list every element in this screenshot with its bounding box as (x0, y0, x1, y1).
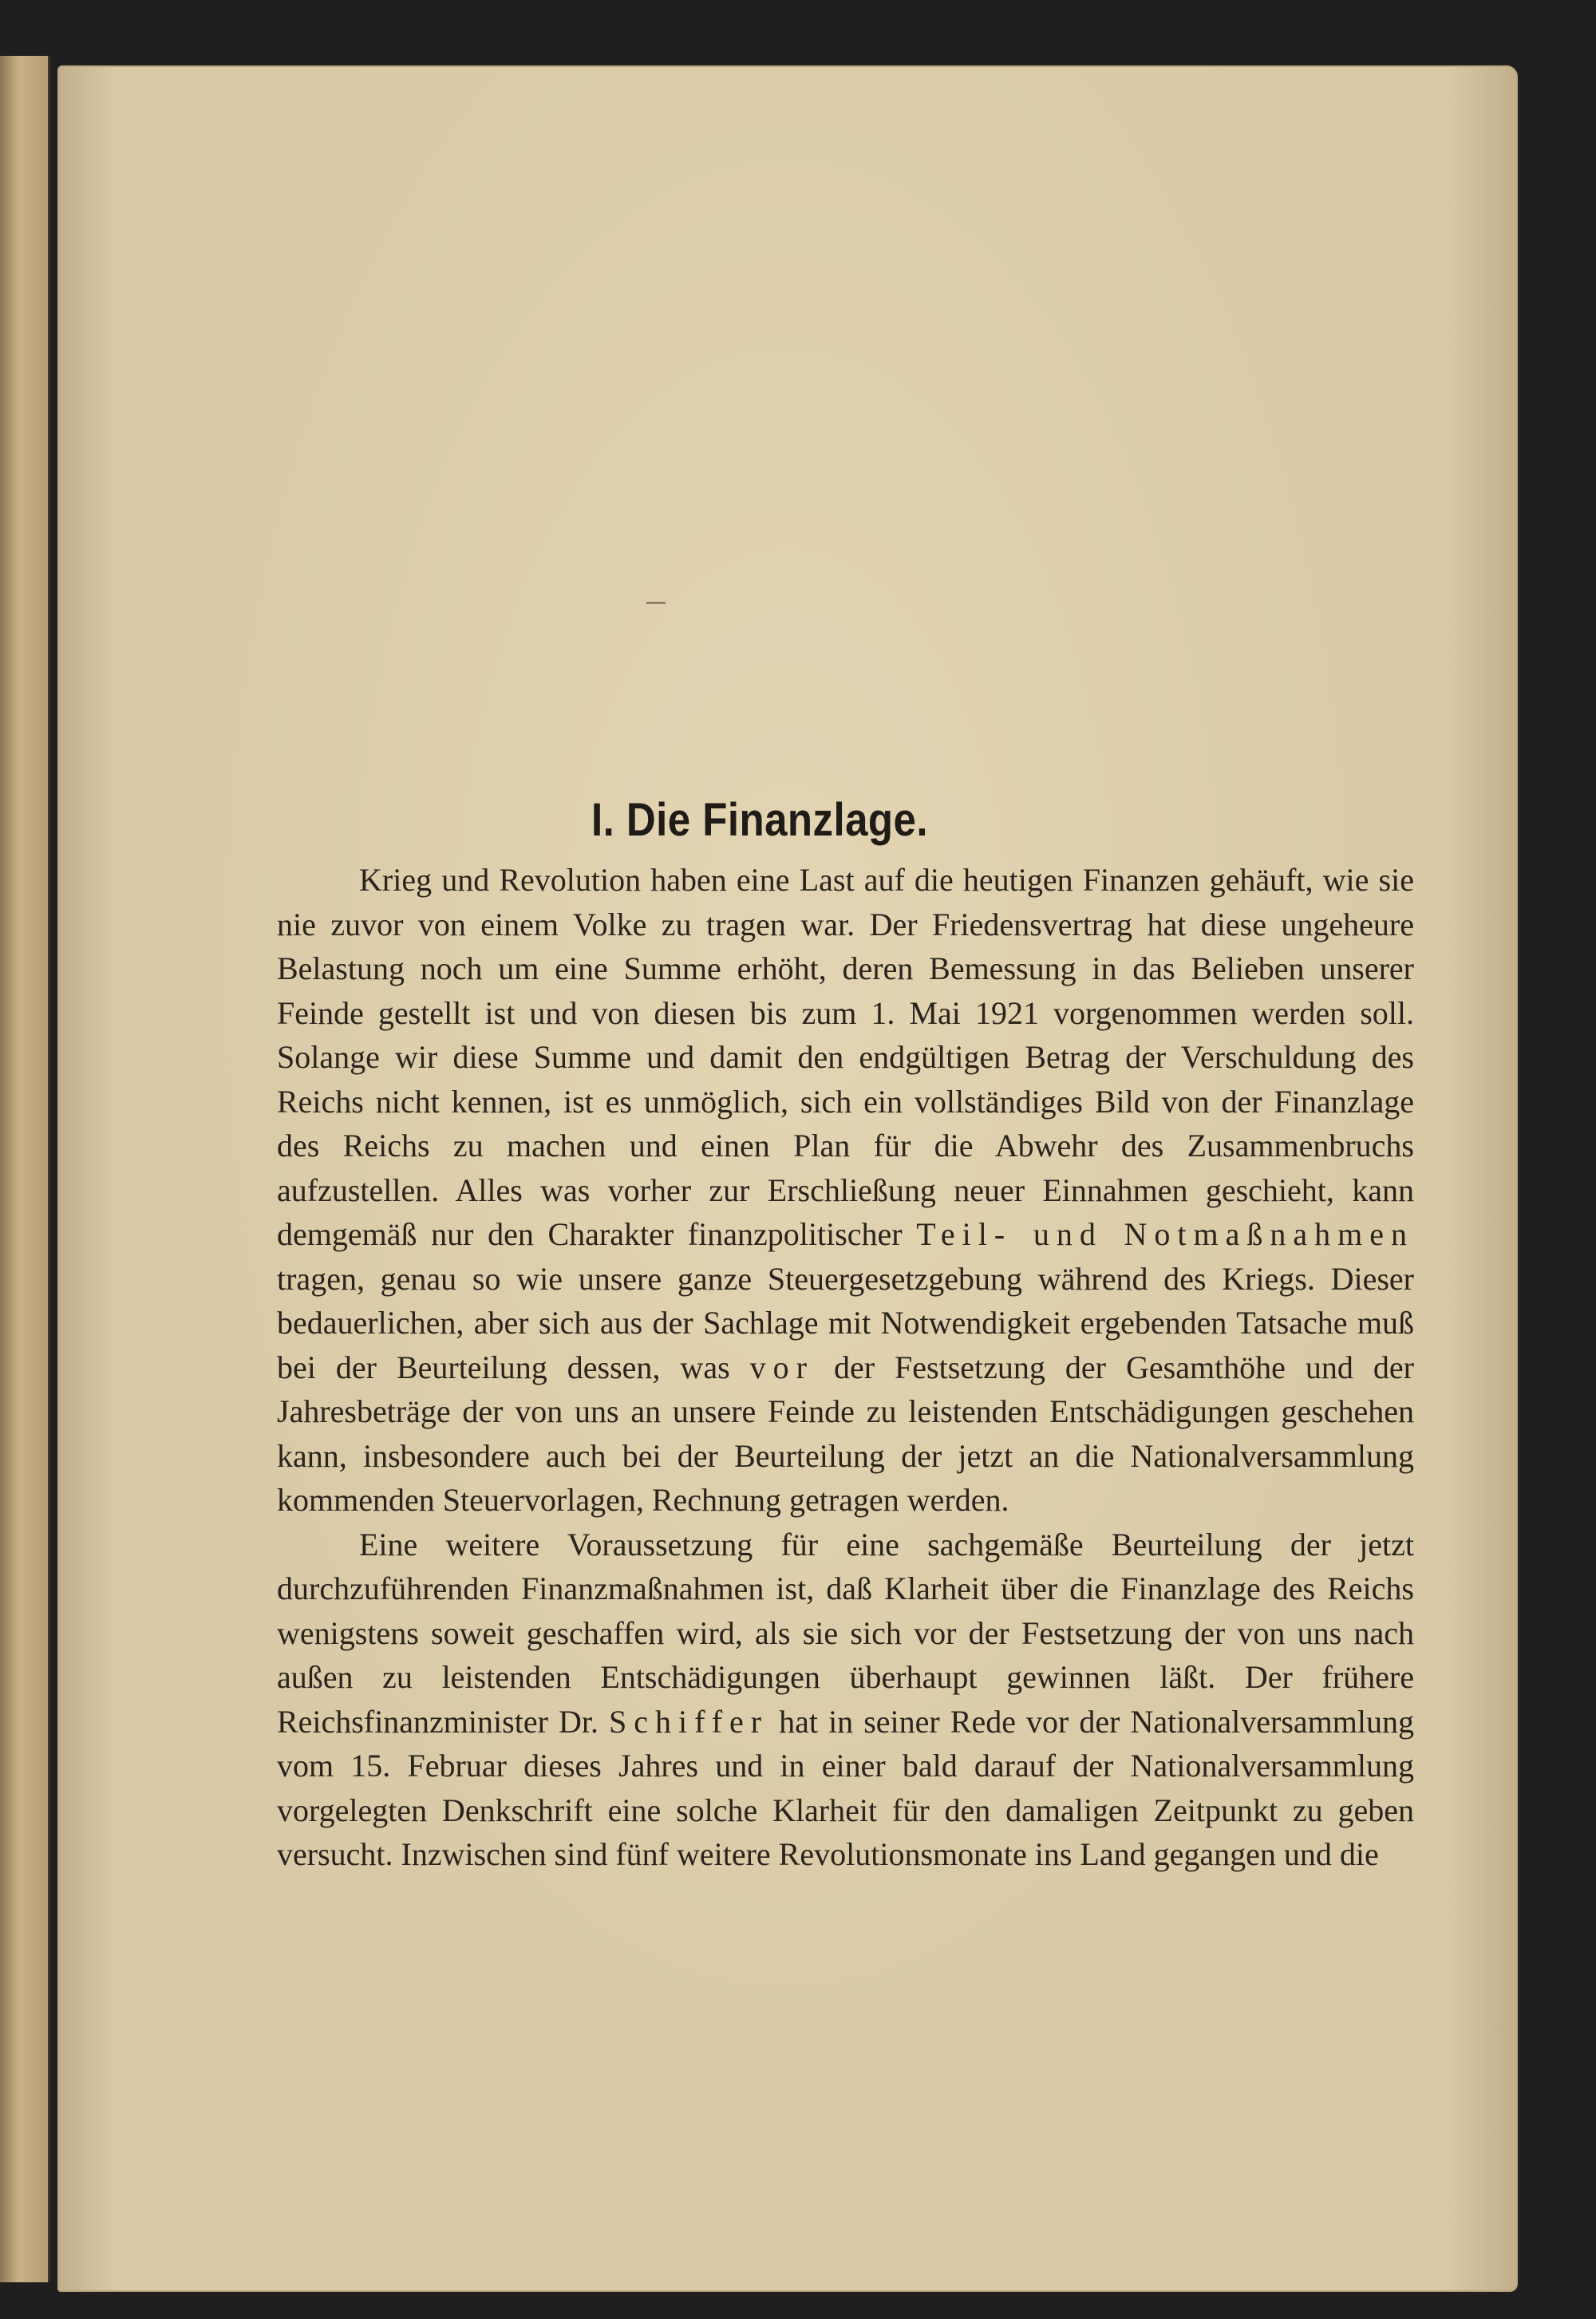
print-mark (646, 602, 666, 604)
paragraph-2 (277, 1523, 1414, 1877)
emphasis-vor: vor (749, 1349, 814, 1385)
paragraph-1-text-a: Krieg und Revolution haben eine Last auf die heutigen Finanzen gehäuft, wie sie nie zuvor von einem Volke zu tragen war. Der Friedensvertrag hat diese ungeheure Belastung noch um eine Summe erhöht, deren Bemessung in das Belieben unserer Feinde gestellt ist und von diesen bis zum 1. Mai 1921 vorgenommen werden soll. Solange wir diese Summe und damit den endgültigen Betrag der Verschuldung des Reichs nicht kennen, ist es unmöglich, sich ein vollständiges Bild von der Finanzlage des Reichs zu machen und einen Plan für die Abwehr des Zusammenbruchs aufzustellen. Alles was vorher zur Erschließung neuer Einnahmen geschieht, kann demgemäß nur den Charakter finanzpolitischer (277, 862, 1414, 1252)
paragraph-1-text-c: der Festsetzung der Gesamthöhe und der Jahresbeträge der von uns an unsere Feinde zu leistenden Entschädigungen geschehen kann, insbesondere auch bei der Beurteilung der jetzt an die Nationalversammlung kommenden Steuervorlagen, Rechnung getragen werden. (277, 1349, 1414, 1518)
chapter-title: I. Die Finanzlage. (591, 794, 928, 846)
paragraph-1 (277, 858, 1414, 1523)
facing-page-edge (0, 56, 50, 2282)
emphasis-teil-und-notmassnahmen: Teil- und Notmaßnahmen (916, 1216, 1415, 1252)
emphasis-schiffer: Schiffer (609, 1703, 769, 1740)
paragraph-2-text-b: hat in seiner Rede vor der Nationalversammlung vom 15. Februar dieses Jahres und in einer bald darauf der Nationalversammlung vorgelegten Denkschrift eine solche Klarheit für den damaligen Zeitpunkt zu geben versucht. Inzwischen sind fünf weitere Revolutionsmonate ins Land gegangen und die (277, 1703, 1414, 1872)
paragraph-1-text-b: tragen, genau so wie unsere ganze Steuergesetzgebung während des Kriegs. Dieser bedauerlichen, aber sich aus der Sachlage mit Notwendigkeit ergebenden Tatsache muß bei der Beurteilung dessen, was (277, 1260, 1414, 1385)
book-page (57, 65, 1518, 2292)
paragraph-2-text-a: Eine weitere Voraussetzung für eine sachgemäße Beurteilung der jetzt durchzuführenden Finanzmaßnahmen ist, daß Klarheit über die Finanzlage des Reichs wenigstens soweit geschaffen wird, als sie sich vor der Festsetzung der von uns nach außen zu leistenden Entschädigungen überhaupt gewinnen läßt. Der frühere Reichsfinanzminister Dr. (277, 1526, 1414, 1740)
body-text (277, 858, 1414, 1877)
